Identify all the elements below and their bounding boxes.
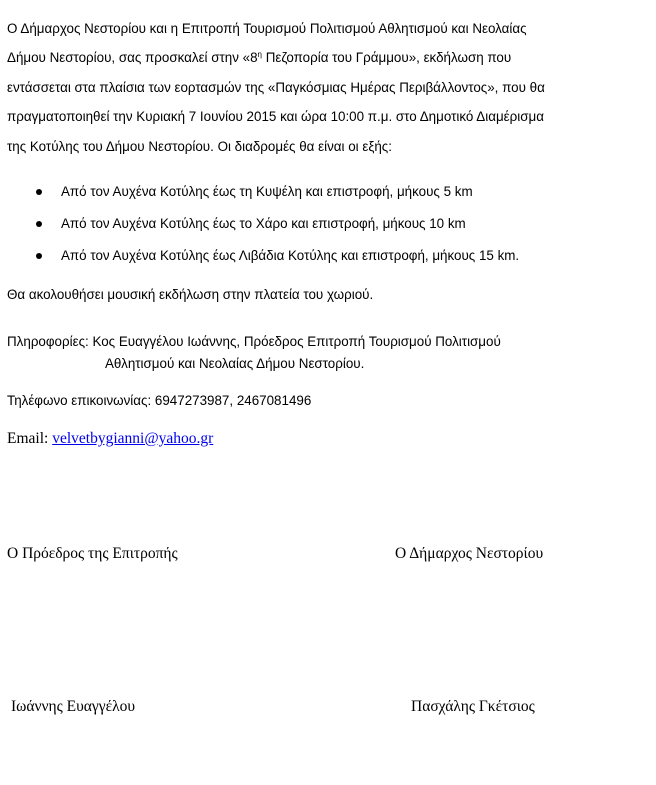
intro-line-2 <box>7 43 647 72</box>
email-link[interactable]: velvetbygianni@yahoo.gr <box>52 430 214 447</box>
intro-line-1: Ο Δήμαρχος Νεστορίου και η Επιτροπή Τουρισμού Πολιτισμού Αθλητισμού και Νεολαίας <box>7 21 527 36</box>
intro-paragraph <box>7 14 647 161</box>
intro-line-2-end: Πεζοπορία του Γράμμου», εκδήλωση που <box>262 50 512 66</box>
info-paragraph <box>7 331 501 375</box>
phone-line: Τηλέφωνο επικοινωνίας: 6947273987, 2467081496 <box>7 393 312 408</box>
info-line-1: Πληροφορίες: Κος Ευαγγέλου Ιωάννης, Πρόεδρος Επιτροπή Τουρισμού Πολιτισμού <box>7 334 501 349</box>
signature-right-name: Πασχάλης Γκέτσιος <box>411 698 535 715</box>
bullet-icon <box>36 189 42 195</box>
signature-left-name: Ιωάννης Ευαγγέλου <box>11 698 136 715</box>
route-text: Από τον Αυχένα Κοτύλης έως το Χάρο και επιστροφή, μήκους 10 km <box>61 216 466 231</box>
intro-line-2-start: Δήμου Νεστορίου, σας προσκαλεί στην «8 <box>7 50 258 66</box>
intro-line-4: πραγματοποιηθεί την Κυριακή 7 Ιουνίου 2015 και ώρα 10:00 π.μ. στο Δημοτικό Διαμέρισμα <box>7 109 544 125</box>
list-item <box>38 240 519 272</box>
list-item <box>38 208 519 240</box>
intro-line-3: εντάσσεται στα πλαίσια των εορτασμών της «Παγκόσμιας Ημέρας Περιβάλλοντος», που θα <box>7 79 545 95</box>
music-paragraph: Θα ακολουθήσει μουσική εκδήλωση στην πλατεία του χωριού. <box>7 287 374 302</box>
ordinal-superscript: η <box>257 50 262 60</box>
bullet-icon <box>36 221 42 227</box>
list-item <box>38 176 519 208</box>
email-label: Email: <box>7 430 53 447</box>
bullet-icon <box>36 253 42 259</box>
info-line-2: Αθλητισμού και Νεολαίας Δήμου Νεστορίου. <box>105 356 365 371</box>
signature-left-title: Ο Πρόεδρος της Επιτροπής <box>7 545 178 562</box>
route-text: Από τον Αυχένα Κοτύλης έως Λιβάδια Κοτύλης και επιστροφή, μήκους 15 km. <box>61 248 520 263</box>
routes-list <box>38 176 519 272</box>
route-text: Από τον Αυχένα Κοτύλης έως τη Κυψέλη και επιστροφή, μήκους 5 km <box>61 184 473 199</box>
email-line <box>7 430 213 448</box>
signature-right-title: Ο Δήμαρχος Νεστορίου <box>395 545 544 562</box>
intro-line-5: της Κοτύλης του Δήμου Νεστορίου. Οι διαδρομές θα είναι οι εξής: <box>7 138 392 154</box>
